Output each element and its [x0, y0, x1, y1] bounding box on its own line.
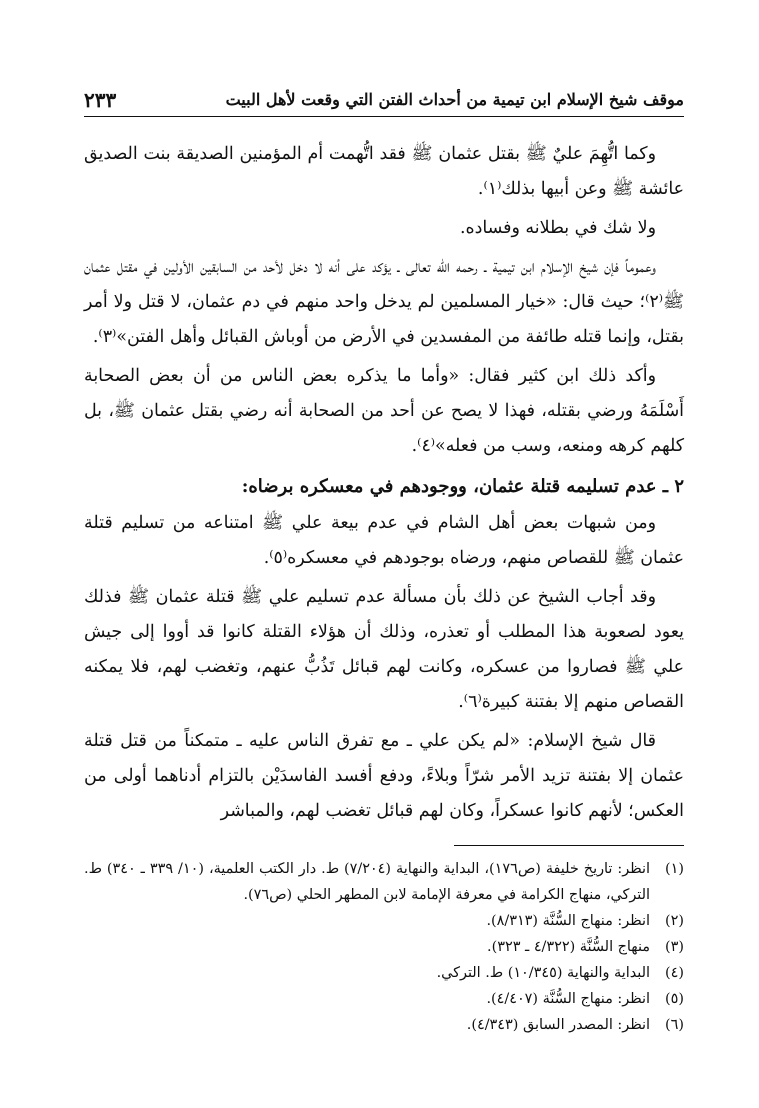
- footnote-text: منهاج السُّنَّة (٤/٣٢٢ ـ ٣٢٣).: [487, 939, 650, 955]
- footnote-number: (٤): [665, 965, 684, 981]
- footnote-number: (٢): [665, 913, 684, 929]
- footnote-divider: [454, 845, 684, 846]
- footnote: [84, 1012, 684, 1038]
- running-title: موقف شيخ الإسلام ابن تيمية من أحداث الفتن التي وقعت لأهل البيت: [225, 90, 684, 109]
- paragraph: وعموماً فإن شيخ الإسلام ابن تيمية ـ رحمه الله تعالى ـ يؤكد على أنه لا دخل لأحد من السابقين الأولين في مقتل عثمان ﷺ⁽٢⁾؛ حيث قال: «خيار المسلمين لم يدخل واحد منهم في دم عثمان، لا قتل ولا أمر بقتل، وإنما قتله طائفة من المفسدين في الأرض من أوباش القبائل وأهل الفتن»⁽٣⁾.: [84, 257, 684, 347]
- running-header: [84, 86, 684, 117]
- main-text: [84, 137, 684, 829]
- section-heading: ٢ ـ عدم تسليمه قتلة عثمان، ووجودهم في معسكره برضاه:: [241, 476, 684, 497]
- footnote-text: انظر: منهاج السُّنَّة (٤/٤٠٧).: [486, 991, 650, 1007]
- footnote-number: (٥): [665, 991, 684, 1007]
- footnote: [84, 856, 684, 908]
- footnote: [84, 986, 684, 1012]
- footnote-number: (٦): [665, 1017, 684, 1033]
- paragraph: قال شيخ الإسلام: «لم يكن علي ـ مع تفرق الناس عليه ـ متمكناً من قتل قتلة عثمان إلا بفتنة تزيد الأمر شرّاً وبلاءً، ودفع أفسد الفاسدَيْن بالتزام أدناهما أولى من العكس؛ لأنهم كانوا عسكراً، وكان لهم قبائل تغضب لهم، والمباشر: [84, 731, 684, 821]
- page-number: ٢٣٣: [84, 88, 117, 112]
- footnotes: [84, 856, 684, 1038]
- book-page: [84, 86, 684, 1038]
- footnote-text: انظر: المصدر السابق (٤/٣٤٣).: [466, 1017, 650, 1033]
- footnote-number: (٣): [665, 939, 684, 955]
- footnote: [84, 960, 684, 986]
- footnote-number: (١): [665, 861, 684, 877]
- footnote: [84, 908, 684, 934]
- footnote-text: انظر: تاريخ خليفة (ص١٧٦)، البداية والنهاية (٧/٢٠٤) ط. دار الكتب العلمية، (١٠/ ٣٣٩ ـ ٣٤٠) ط. التركي، منهاج الكرامة في معرفة الإمامة لابن المطهر الحلي (ص٧٦).: [84, 861, 650, 903]
- footnote-text: البداية والنهاية (١٠/٣٤٥) ط. التركي.: [436, 965, 650, 981]
- paragraph: وأكد ذلك ابن كثير فقال: «وأما ما يذكره بعض الناس من أن بعض الصحابة أَسْلَمَهُ ورضي بقتله، فهذا لا يصح عن أحد من الصحابة أنه رضي بقتل عثمان ﷺ، بل كلهم كرهه ومنعه، وسب من فعله»⁽٤⁾.: [84, 366, 684, 456]
- footnote: [84, 934, 684, 960]
- paragraph: وقد أجاب الشيخ عن ذلك بأن مسألة عدم تسليم علي ﷺ قتلة عثمان ﷺ فذلك يعود لصعوبة هذا المطلب أو تعذره، وذلك أن هؤلاء القتلة كانوا قد أووا إلى جيش علي ﷺ فصاروا من عسكره، وكانت لهم قبائل تَذُبُّ عنهم، وتغضب لهم، فلا يمكنه القصاص منهم إلا بفتنة كبيرة⁽٦⁾.: [84, 587, 684, 712]
- footnote-text: انظر: منهاج السُّنَّة (٨/٣١٣).: [486, 913, 650, 929]
- paragraph: وكما اتُّهِمَ عليٌ ﷺ بقتل عثمان ﷺ فقد اتُّهمت أم المؤمنين الصديقة بنت الصديق عائشة ﷺ وعن أبيها بذلك⁽١⁾.: [84, 144, 684, 199]
- paragraph: ومن شبهات بعض أهل الشام في عدم بيعة علي ﷺ امتناعه من تسليم قتلة عثمان ﷺ للقصاص منهم، ورضاه بوجودهم في معسكره⁽٥⁾.: [84, 513, 684, 568]
- paragraph: ولا شك في بطلانه وفساده.: [459, 218, 656, 238]
